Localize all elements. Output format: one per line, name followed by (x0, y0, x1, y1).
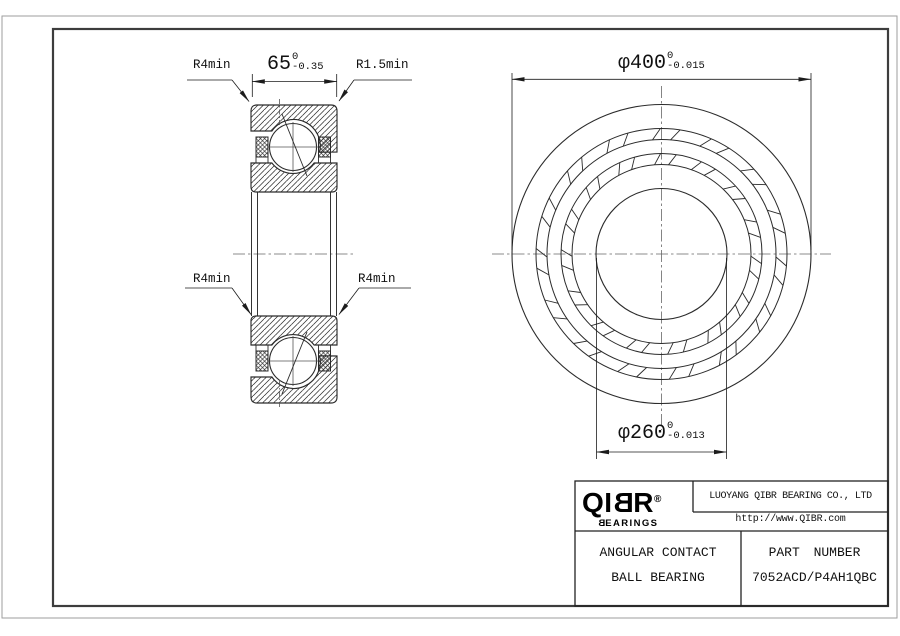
qibr-logo-subtitle: BEARINGS (597, 518, 659, 529)
section-view (185, 74, 412, 409)
cage-pocket-tick (773, 227, 786, 233)
cage-pocket-tick (668, 343, 674, 355)
logo-mirrored-b: B (612, 487, 634, 518)
part-number-label: PART NUMBER (768, 545, 861, 560)
cage-pocket-tick (720, 322, 722, 335)
cage-pocket-tick (683, 340, 687, 352)
cage-pocket-tick (589, 352, 602, 357)
dim-outer-dia-tolerance: 0 -0.015 (667, 50, 705, 72)
cage-pocket-tick (607, 140, 610, 154)
cage-pocket-tick (767, 210, 780, 214)
cage-pocket-tick (716, 148, 729, 153)
cage-pocket-tick (637, 368, 647, 378)
cage-pocket-tick (591, 322, 603, 326)
cage-section-top-right (319, 137, 331, 157)
cage-pocket-tick (691, 162, 701, 170)
cage-pocket-tick (776, 257, 786, 266)
cage-pocket-tick (733, 199, 746, 200)
dim-width-lines (252, 74, 336, 97)
cage-pocket-tick (619, 163, 620, 176)
cage-pocket-tick (632, 157, 635, 169)
radius-label-bottom-left: R4min (193, 272, 231, 286)
cage-pocket-tick (566, 224, 575, 233)
cage-pocket-tick (751, 256, 762, 263)
cage-pocket-tick (642, 343, 650, 353)
cage-pocket-tick (719, 352, 721, 366)
front-view (492, 73, 831, 459)
company-name: LUOYANG QIBR BEARING CO., LTD (709, 491, 872, 502)
cage-pocket-tick (700, 139, 712, 146)
cage-pocket-tick (537, 268, 549, 275)
cage-pocket-tick (626, 340, 636, 348)
cage-pocket-tick (671, 130, 681, 140)
cage-pocket-tick (756, 319, 760, 332)
part-number-value: 7052ACD/P4AH1QBC (752, 570, 877, 585)
radius-label-top-left: R4min (193, 58, 231, 72)
registered-mark: ® (654, 494, 662, 505)
cage-pocket-tick (562, 265, 574, 270)
cage-pocket-tick (549, 198, 556, 210)
cage-pocket-tick (704, 169, 715, 175)
cage-pocket-tick (765, 303, 771, 316)
cage-pocket-tick (742, 293, 749, 304)
cage-pocket-tick (723, 186, 736, 189)
cage-pocket-tick (774, 275, 783, 286)
cage-pocket-tick (623, 133, 628, 146)
dim-width-value: 65 (267, 53, 292, 76)
cage-pocket-tick (545, 300, 559, 303)
cage-pocket-tick (689, 364, 694, 377)
cage-pocket-tick (603, 330, 615, 336)
cage-pocket-tick (561, 250, 572, 257)
cage-pocket-tick (653, 129, 661, 140)
website-url: http://www.QIBR.com (735, 514, 846, 525)
dim-outer-dia-lines (512, 73, 811, 250)
cage-pocket-tick (586, 187, 590, 199)
cage-section-bottom-right (319, 351, 331, 371)
cage-pocket-tick (574, 341, 588, 343)
cage-pocket-tick (735, 305, 740, 317)
cage-pocket-tick (568, 171, 571, 185)
cage-pocket-tick (572, 209, 579, 220)
cage-pocket-tick (740, 169, 754, 171)
page-border-outer (2, 16, 897, 618)
cage-pocket-tick (542, 216, 550, 227)
cage-pocket-tick (669, 368, 676, 380)
cage-pocket-tick (598, 177, 600, 190)
dim-bore-dia-value: φ260 (618, 422, 667, 445)
cage-pocket-tick (669, 155, 677, 165)
qibr-logo: QIBR® (582, 487, 662, 518)
dim-bore-dia-label (618, 420, 705, 445)
dim-outer-dia-value: φ400 (618, 52, 667, 75)
cage-pocket-tick (744, 220, 757, 222)
cage-pocket-tick (582, 157, 583, 171)
radius-label-top-right: R1.5min (356, 58, 409, 72)
cage-pocket-tick (655, 154, 661, 165)
dim-width-tolerance: 0 -0.35 (292, 51, 324, 73)
product-name-line2: BALL BEARING (611, 570, 705, 585)
dim-width-label (267, 51, 324, 76)
cage-pocket-tick (749, 233, 761, 237)
product-name-line1: ANGULAR CONTACT (599, 545, 717, 560)
cage-section-bottom-left (256, 351, 268, 371)
cage-pocket-tick (553, 318, 567, 319)
cage-pocket-tick (750, 270, 759, 279)
cage-section-top-left (256, 137, 268, 157)
dim-outer-dia-label (618, 50, 705, 75)
radius-label-bottom-right: R4min (358, 272, 396, 286)
cage-pocket-tick (618, 364, 630, 372)
cage-pocket-tick (568, 291, 581, 293)
cage-pocket-tick (536, 249, 547, 258)
dim-bore-dia-tolerance: 0 -0.013 (667, 420, 705, 442)
